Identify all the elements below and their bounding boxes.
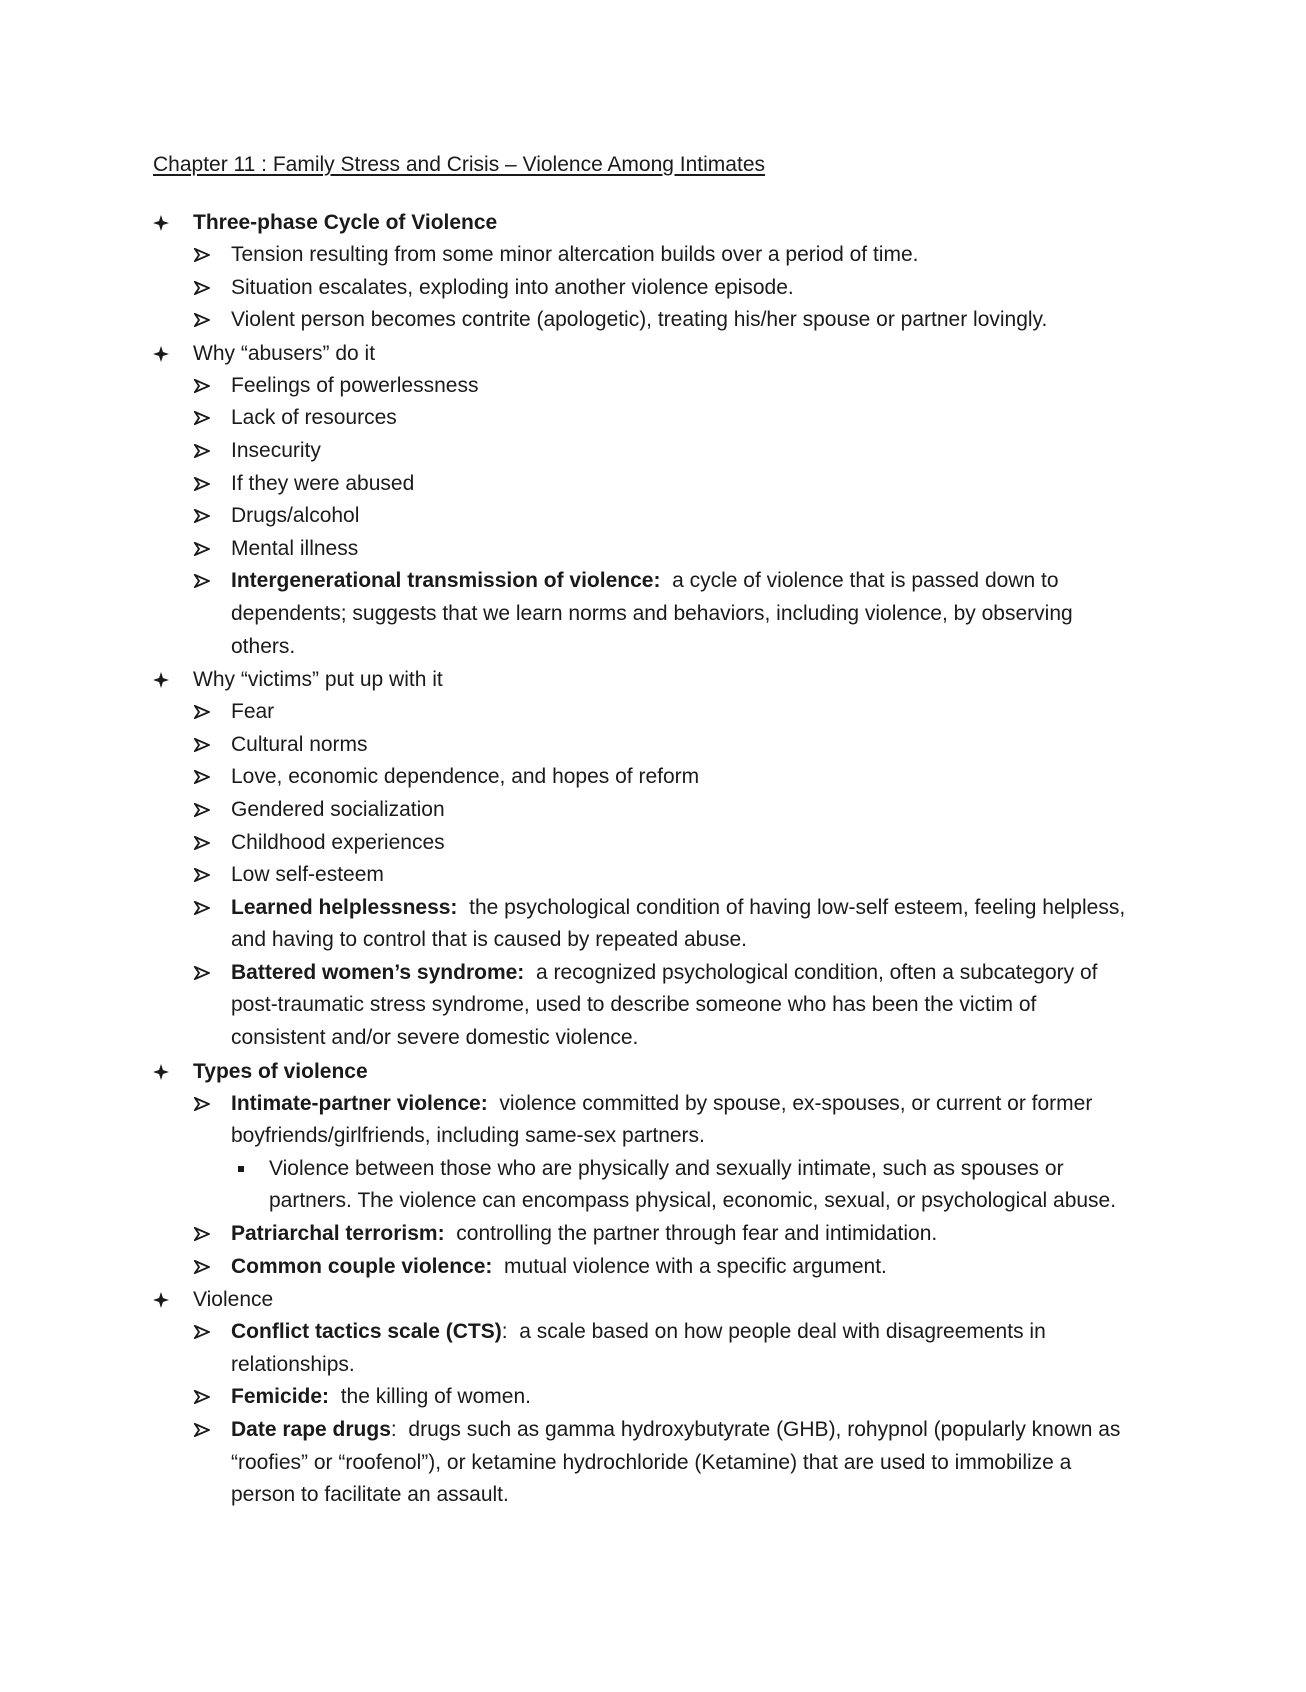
document-body <box>150 206 1150 1512</box>
outline-section <box>150 663 1150 1055</box>
arrow-bullet-icon <box>194 565 212 597</box>
item-text: Gendered socialization <box>231 797 445 821</box>
list-item <box>150 565 1150 663</box>
outline-section <box>150 337 1150 663</box>
arrow-bullet-icon <box>194 729 212 761</box>
section-heading <box>150 206 1150 239</box>
arrow-bullet-icon <box>194 892 212 924</box>
item-text: Insecurity <box>231 438 321 462</box>
outline-section <box>150 1055 1150 1284</box>
term-label: Date rape drugs <box>231 1418 391 1441</box>
arrow-bullet-icon <box>194 304 212 336</box>
diamond-bullet-icon <box>152 1283 174 1316</box>
item-text: Mental illness <box>231 536 359 560</box>
arrow-bullet-icon <box>194 1218 212 1250</box>
section-heading-text: Violence <box>193 1288 274 1312</box>
list-item <box>150 859 1150 892</box>
list-item <box>150 533 1150 566</box>
list-item <box>150 696 1150 729</box>
section-heading <box>150 663 1150 696</box>
item-text: Situation escalates, exploding into another violence episode. <box>231 275 794 299</box>
bullet-list <box>150 370 1150 663</box>
term-label: Common couple violence: <box>231 1254 493 1278</box>
arrow-bullet-icon <box>194 272 212 304</box>
term-label: Conflict tactics scale (CTS) <box>231 1320 502 1344</box>
arrow-bullet-icon <box>194 794 212 826</box>
item-text: Low self-esteem <box>231 863 384 887</box>
arrow-bullet-icon <box>194 370 212 402</box>
diamond-bullet-icon <box>152 206 174 239</box>
arrow-bullet-icon <box>194 402 212 434</box>
term-label: Patriarchal terrorism: <box>231 1222 445 1246</box>
term-label: Learned helplessness: <box>231 895 458 919</box>
arrow-bullet-icon <box>194 761 212 793</box>
arrow-bullet-icon <box>194 533 212 565</box>
list-item <box>150 1218 1150 1251</box>
item-text: Drugs/alcohol <box>231 504 360 528</box>
list-item <box>150 761 1150 794</box>
item-text: the killing of women. <box>329 1385 531 1409</box>
arrow-bullet-icon <box>194 696 212 728</box>
section-heading-text: Types of violence <box>193 1059 368 1083</box>
item-text: a recognized psychological condition, often a subcategory of post-traumatic stress syndrome, used to describe someone who has been the victim of consistent and/or severe domestic violence. <box>231 960 1104 1050</box>
section-heading-text: Three-phase Cycle of Violence <box>193 211 498 234</box>
section-heading <box>150 1283 1150 1316</box>
list-item <box>150 1381 1150 1414</box>
bullet-list <box>150 1316 1150 1512</box>
term-label: Battered women’s syndrome: <box>231 960 525 984</box>
arrow-bullet-icon <box>194 435 212 467</box>
list-item <box>150 370 1150 403</box>
page-title: Chapter 11 : Family Stress and Crisis – Violence Among Intimates <box>153 153 765 176</box>
list-item <box>150 957 1150 1055</box>
section-heading-text: Why “victims” put up with it <box>193 668 443 692</box>
item-text: violence committed by spouse, ex-spouses, or current or former boyfriends/girlfriends, including same-sex partners. <box>231 1091 1099 1148</box>
list-item <box>150 239 1150 272</box>
item-text: Feelings of powerlessness <box>231 373 479 397</box>
list-item <box>150 892 1150 957</box>
item-text: a cycle of violence that is passed down to dependents; suggests that we learn norms and behaviors, including violence, by observing others. <box>231 569 1079 658</box>
term-label: Femicide: <box>231 1385 330 1409</box>
diamond-bullet-icon <box>152 1055 174 1088</box>
item-text: Lack of resources <box>231 406 397 430</box>
bullet-list <box>150 1088 1150 1284</box>
diamond-bullet-icon <box>152 337 174 370</box>
outline-section <box>150 1283 1150 1512</box>
list-item <box>150 1251 1150 1284</box>
item-text: Violent person becomes contrite (apologetic), treating his/her spouse or partner lovingly. <box>231 308 1048 332</box>
arrow-bullet-icon <box>194 957 212 989</box>
list-item <box>150 402 1150 435</box>
list-item <box>150 794 1150 827</box>
item-text: Love, economic dependence, and hopes of reform <box>231 765 700 789</box>
list-item <box>150 1316 1150 1381</box>
term-label: Intergenerational transmission of violence: <box>231 569 661 593</box>
item-text: Tension resulting from some minor altercation builds over a period of time. <box>231 243 919 266</box>
bullet-list <box>150 696 1150 1055</box>
arrow-bullet-icon <box>194 1316 212 1348</box>
item-text: If they were abused <box>231 471 415 495</box>
list-item <box>150 500 1150 533</box>
outline-section <box>150 206 1150 337</box>
arrow-bullet-icon <box>194 468 212 500</box>
arrow-bullet-icon <box>194 1251 212 1283</box>
item-text: Childhood experiences <box>231 830 445 854</box>
item-text: Fear <box>231 700 275 724</box>
item-text: the psychological condition of having low-self esteem, feeling helpless, and having to control that is caused by repeated abuse. <box>231 895 1131 952</box>
arrow-bullet-icon <box>194 859 212 891</box>
list-item <box>150 1414 1150 1512</box>
arrow-bullet-icon <box>194 500 212 532</box>
list-item <box>150 1088 1150 1153</box>
sub-list-item <box>150 1153 1150 1218</box>
list-item <box>150 468 1150 501</box>
arrow-bullet-icon <box>194 1381 212 1413</box>
arrow-bullet-icon <box>194 1414 212 1446</box>
arrow-bullet-icon <box>194 239 212 271</box>
section-heading-text: Why “abusers” do it <box>193 341 376 365</box>
arrow-bullet-icon <box>194 1088 212 1120</box>
section-heading <box>150 1055 1150 1088</box>
square-bullet-icon <box>238 1166 244 1172</box>
list-item <box>150 827 1150 860</box>
arrow-bullet-icon <box>194 827 212 859</box>
list-item <box>150 304 1150 337</box>
item-text: controlling the partner through fear and intimidation. <box>444 1222 938 1246</box>
list-item <box>150 435 1150 468</box>
diamond-bullet-icon <box>152 663 174 696</box>
item-text: Cultural norms <box>231 732 368 756</box>
section-heading <box>150 337 1150 370</box>
item-text: : drugs such as gamma hydroxybutyrate (GHB), rohypnol (popularly known as “roofies” or “roofenol”), or ketamine hydrochloride (Ketamine) that are used to immobilize a person to facilitate an assault. <box>231 1418 1127 1507</box>
item-text: : a scale based on how people deal with disagreements in relationships. <box>231 1320 1052 1376</box>
item-text: mutual violence with a specific argument. <box>492 1254 887 1278</box>
sub-item-text: Violence between those who are physically and sexually intimate, such as spouses or partners. The violence can encompass physical, economic, sexual, or psychological abuse. <box>269 1156 1117 1213</box>
list-item <box>150 272 1150 305</box>
list-item <box>150 729 1150 762</box>
term-label: Intimate-partner violence: <box>231 1091 488 1115</box>
bullet-list <box>150 239 1150 337</box>
